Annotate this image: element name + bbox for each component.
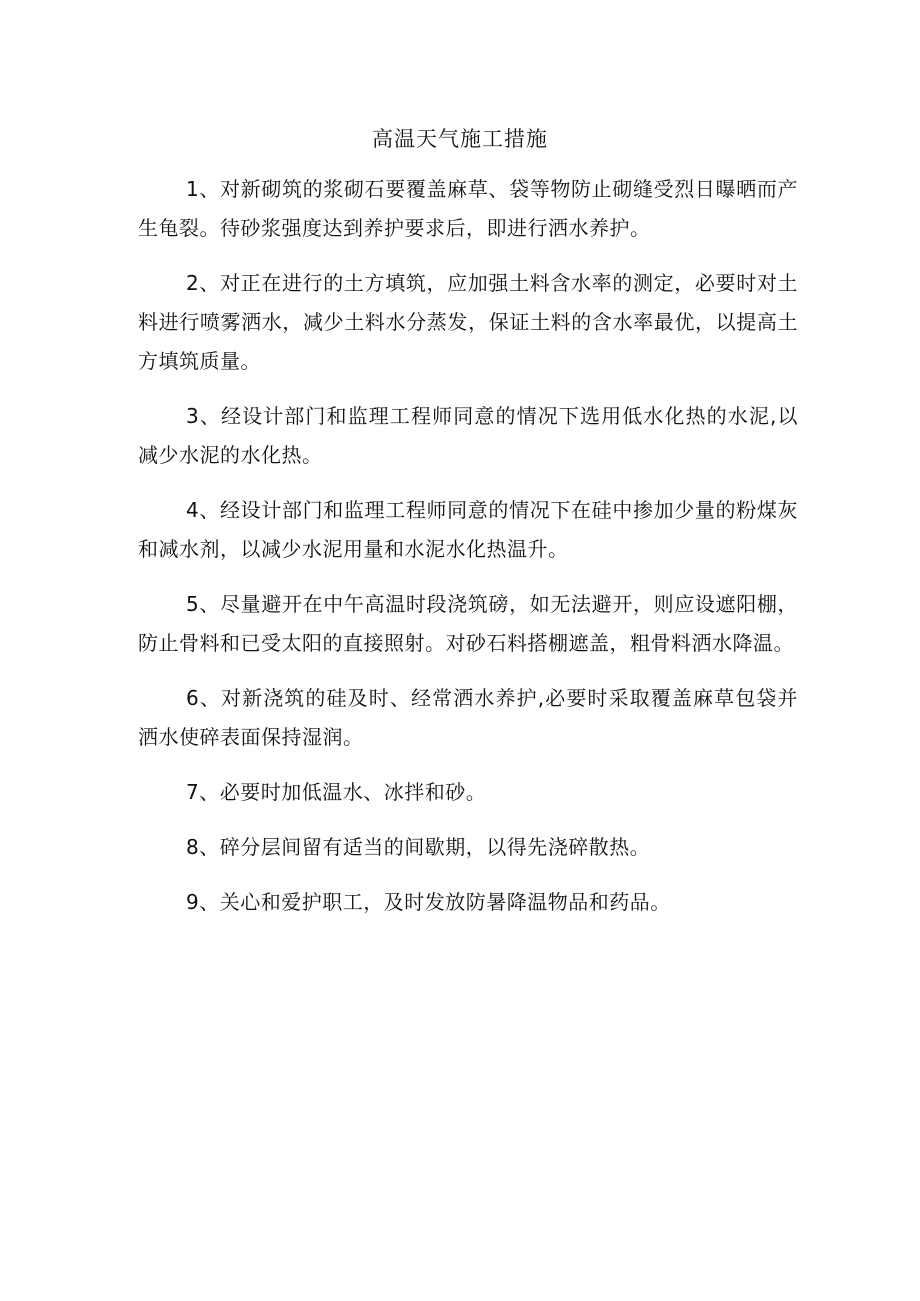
paragraph-5: 5、尽量避开在中午高温时段浇筑磅，如无法避开，则应设遮阳棚，防止骨料和已受太阳的直接照射。对砂石料搭棚遮盖，粗骨料洒水降温。 (138, 592, 798, 655)
paragraph-8: 8、碎分层间留有适当的间歇期，以得先浇碎散热。 (186, 835, 651, 859)
paragraph-1: 1、对新砌筑的浆砌石要覆盖麻草、袋等物防止砌缝受烈日曝晒而产生龟裂。待砂浆强度达到养护要求后，即进行洒水养护。 (138, 177, 798, 240)
paragraph-4: 4、经设计部门和监理工程师同意的情况下在硅中掺加少量的粉煤灰和减水剂，以减少水泥用量和水泥水化热温升。 (138, 498, 798, 561)
document-title: 高温天气施工措施 (372, 127, 548, 151)
paragraph-3: 3、经设计部门和监理工程师同意的情况下选用低水化热的水泥,以减少水泥的水化热。 (138, 404, 798, 467)
paragraph-7: 7、必要时加低温水、冰拌和砂。 (186, 780, 487, 804)
document-body (138, 170, 798, 938)
paragraph-2: 2、对正在进行的土方填筑，应加强土料含水率的测定，必要时对土料进行喷雾洒水，减少土料水分蒸发，保证土料的含水率最优，以提高土方填筑质量。 (138, 271, 798, 373)
paragraph-9: 9、关心和爱护职工，及时发放防暑降温物品和药品。 (186, 890, 671, 914)
paragraph-6: 6、对新浇筑的硅及时、经常洒水养护,必要时采取覆盖麻草包袋并洒水使碎表面保持湿润。 (138, 686, 798, 749)
